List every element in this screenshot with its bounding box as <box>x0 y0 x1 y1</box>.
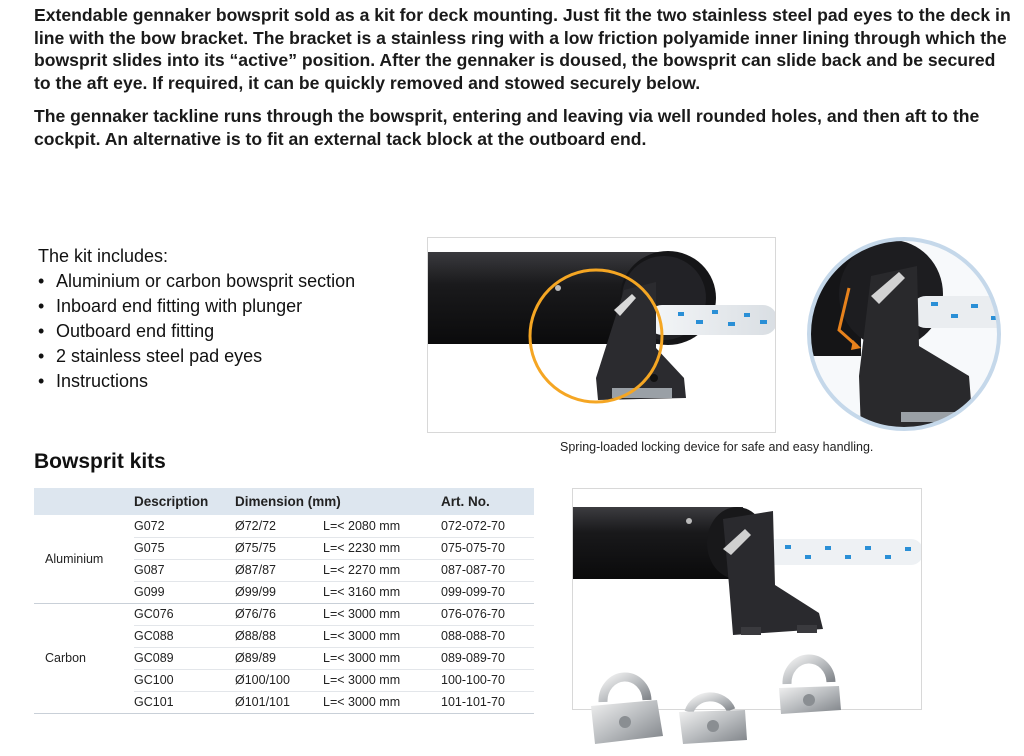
length-cell: L=< 2080 mm <box>323 515 441 537</box>
desc-cell: G075 <box>134 537 235 559</box>
dim-cell: Ø72/72 <box>235 515 323 537</box>
length-cell: L=< 3000 mm <box>323 669 441 691</box>
kit-list <box>38 269 355 394</box>
table-header-description: Description <box>134 488 235 515</box>
intro-text <box>34 4 1014 161</box>
table-row <box>34 603 534 625</box>
bowsprit-end-fitting-photo <box>427 237 776 433</box>
art-cell: 087-087-70 <box>441 559 534 581</box>
art-cell: 072-072-70 <box>441 515 534 537</box>
dim-cell: Ø89/89 <box>235 647 323 669</box>
length-cell: L=< 3000 mm <box>323 647 441 669</box>
desc-cell: GC101 <box>134 691 235 713</box>
table-header-art-no: Art. No. <box>441 488 534 515</box>
desc-cell: G072 <box>134 515 235 537</box>
material-cell: Aluminium <box>34 515 134 603</box>
art-cell: 101-101-70 <box>441 691 534 713</box>
length-cell: L=< 3000 mm <box>323 625 441 647</box>
kit-item: • 2 stainless steel pad eyes <box>38 344 355 369</box>
desc-cell: G087 <box>134 559 235 581</box>
locking-device-zoom-icon <box>801 236 1011 432</box>
intro-paragraph-1: Extendable gennaker bowsprit sold as a kit for deck mounting. Just fit the two stainless steel pad eyes to the deck in line with the bow bracket. The bracket is a stainless ring with a low friction polyamide inner lining through which the bowsprit slides into its “active” position. After the gennaker is doused, the bowsprit can slide back and be secured to the aft eye. If required, it can be quickly removed and stowed securely below. <box>34 5 1011 93</box>
desc-cell: G099 <box>134 581 235 603</box>
desc-cell: GC089 <box>134 647 235 669</box>
dim-cell: Ø88/88 <box>235 625 323 647</box>
dim-cell: Ø76/76 <box>235 603 323 625</box>
length-cell: L=< 2270 mm <box>323 559 441 581</box>
art-cell: 088-088-70 <box>441 625 534 647</box>
kit-item: • Instructions <box>38 369 355 394</box>
material-cell: Carbon <box>34 603 134 713</box>
kit-item: • Aluminium or carbon bowsprit section <box>38 269 355 294</box>
art-cell: 089-089-70 <box>441 647 534 669</box>
table-header-row <box>34 488 534 515</box>
pad-eyes-photo <box>585 640 855 750</box>
desc-cell: GC100 <box>134 669 235 691</box>
locking-device-zoom-photo <box>801 236 1011 432</box>
art-cell: 100-100-70 <box>441 669 534 691</box>
length-cell: L=< 3000 mm <box>323 603 441 625</box>
length-cell: L=< 3160 mm <box>323 581 441 603</box>
table-row <box>34 515 534 537</box>
dim-cell: Ø101/101 <box>235 691 323 713</box>
art-cell: 075-075-70 <box>441 537 534 559</box>
dim-cell: Ø99/99 <box>235 581 323 603</box>
dim-cell: Ø100/100 <box>235 669 323 691</box>
dim-cell: Ø75/75 <box>235 537 323 559</box>
bowsprit-end-fitting-icon <box>428 238 776 433</box>
desc-cell: GC076 <box>134 603 235 625</box>
art-cell: 076-076-70 <box>441 603 534 625</box>
kit-item: • Inboard end fitting with plunger <box>38 294 355 319</box>
section-title: Bowsprit kits <box>34 450 166 473</box>
length-cell: L=< 3000 mm <box>323 691 441 713</box>
photo-caption: Spring-loaded locking device for safe and easy handling. <box>560 440 874 454</box>
table-header-material <box>34 488 134 515</box>
pad-eyes-icon <box>585 640 855 750</box>
dim-cell: Ø87/87 <box>235 559 323 581</box>
bowsprit-kits-table <box>34 488 534 714</box>
kit-item: • Outboard end fitting <box>38 319 355 344</box>
desc-cell: GC088 <box>134 625 235 647</box>
table-header-dimension: Dimension (mm) <box>235 488 441 515</box>
kit-heading: The kit includes: <box>38 246 169 266</box>
length-cell: L=< 2230 mm <box>323 537 441 559</box>
intro-paragraph-2: The gennaker tackline runs through the bowsprit, entering and leaving via well rounded holes, and then aft to the cockpit. An alternative is to fit an external tack block at the outboard end. <box>34 106 980 149</box>
art-cell: 099-099-70 <box>441 581 534 603</box>
kit-includes <box>38 244 355 394</box>
